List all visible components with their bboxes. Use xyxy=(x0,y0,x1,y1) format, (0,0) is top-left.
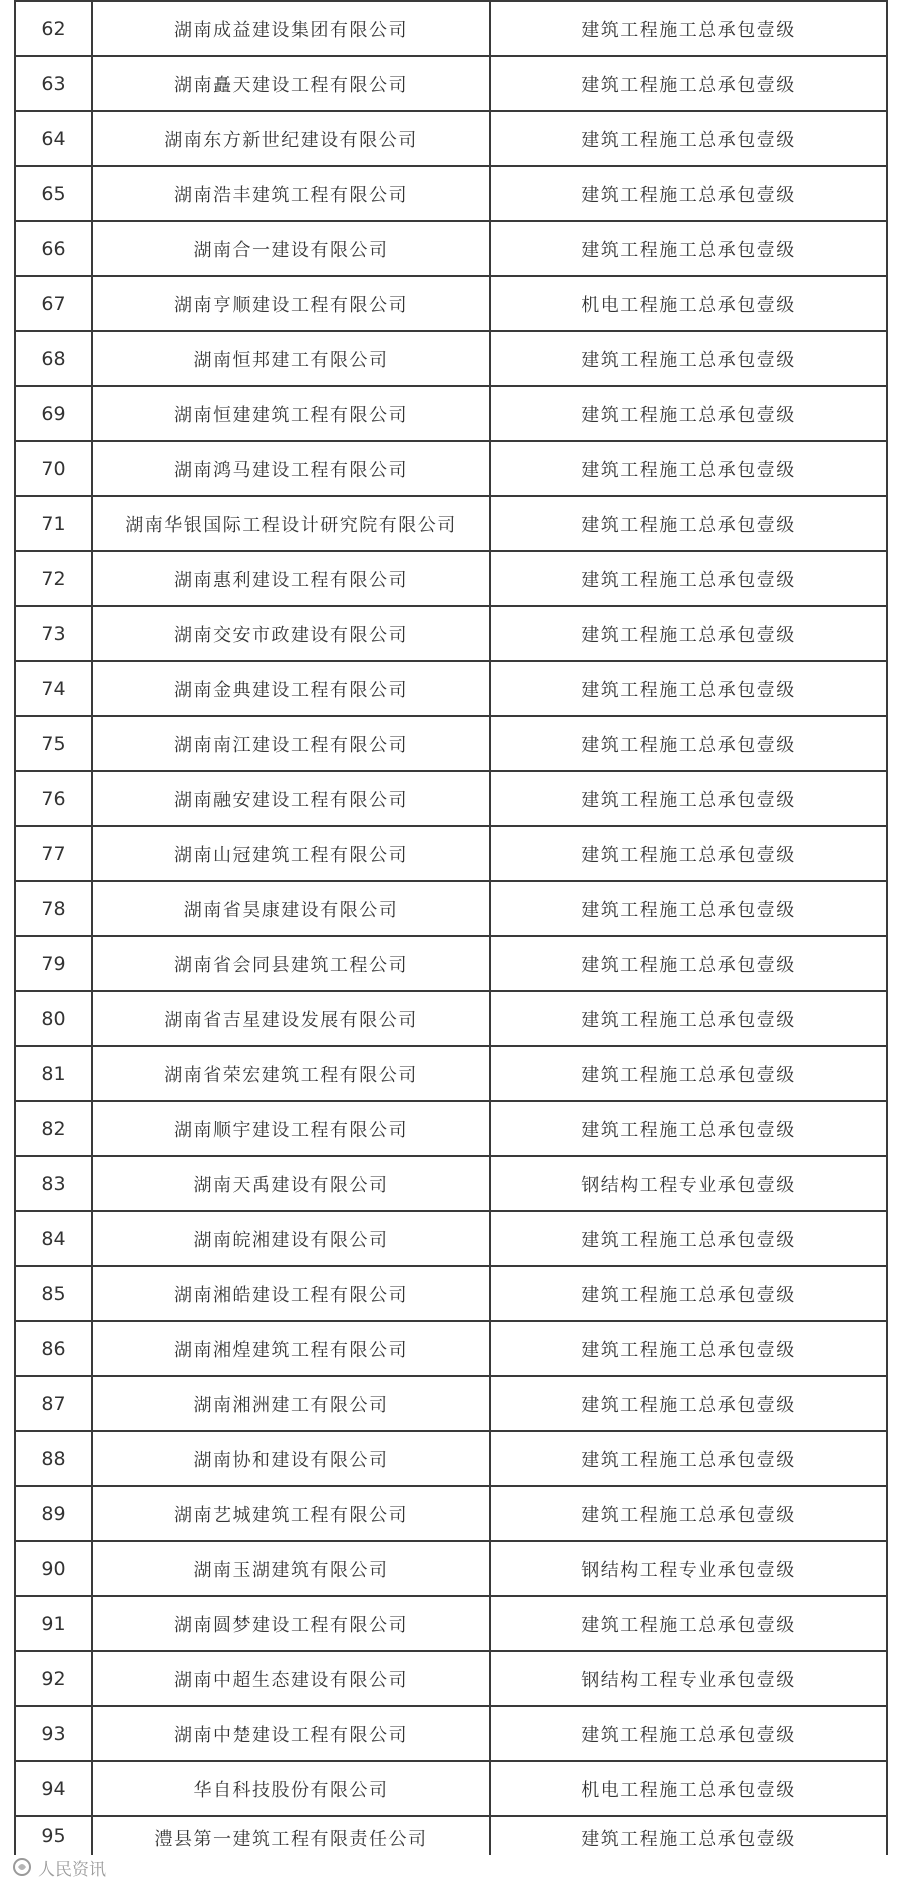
table-row xyxy=(15,166,887,221)
company-name-cell: 湖南皖湘建设有限公司 xyxy=(92,1211,490,1266)
table-row xyxy=(15,1156,887,1211)
company-name-cell: 湖南惠利建设工程有限公司 xyxy=(92,551,490,606)
company-name-cell: 湖南玉湖建筑有限公司 xyxy=(92,1541,490,1596)
table-row xyxy=(15,1486,887,1541)
row-number-cell: 80 xyxy=(15,991,92,1046)
table-row xyxy=(15,826,887,881)
row-number-cell: 81 xyxy=(15,1046,92,1101)
row-number-cell: 95 xyxy=(15,1816,92,1855)
table-body xyxy=(15,1,887,1855)
row-number-cell: 92 xyxy=(15,1651,92,1706)
table-row xyxy=(15,1706,887,1761)
table-row xyxy=(15,661,887,716)
qualification-cell: 建筑工程施工总承包壹级 xyxy=(490,496,887,551)
table-row xyxy=(15,936,887,991)
table-row xyxy=(15,441,887,496)
qualification-cell: 机电工程施工总承包壹级 xyxy=(490,1761,887,1816)
row-number-cell: 72 xyxy=(15,551,92,606)
table-row xyxy=(15,1376,887,1431)
company-name-cell: 湖南合一建设有限公司 xyxy=(92,221,490,276)
company-name-cell: 湖南中楚建设工程有限公司 xyxy=(92,1706,490,1761)
company-name-cell: 湖南协和建设有限公司 xyxy=(92,1431,490,1486)
qualification-cell: 建筑工程施工总承包壹级 xyxy=(490,716,887,771)
qualification-cell: 建筑工程施工总承包壹级 xyxy=(490,1816,887,1855)
row-number-cell: 89 xyxy=(15,1486,92,1541)
qualification-cell: 建筑工程施工总承包壹级 xyxy=(490,991,887,1046)
company-name-cell: 湖南华银国际工程设计研究院有限公司 xyxy=(92,496,490,551)
table-row xyxy=(15,1761,887,1816)
company-name-cell: 湖南金典建设工程有限公司 xyxy=(92,661,490,716)
row-number-cell: 76 xyxy=(15,771,92,826)
company-name-cell: 湖南成益建设集团有限公司 xyxy=(92,1,490,56)
row-number-cell: 94 xyxy=(15,1761,92,1816)
table-row xyxy=(15,771,887,826)
table-row xyxy=(15,716,887,771)
table-row xyxy=(15,386,887,441)
qualification-cell: 钢结构工程专业承包壹级 xyxy=(490,1156,887,1211)
row-number-cell: 62 xyxy=(15,1,92,56)
company-name-cell: 湖南省吉星建设发展有限公司 xyxy=(92,991,490,1046)
qualification-table xyxy=(14,0,888,1855)
row-number-cell: 78 xyxy=(15,881,92,936)
qualification-cell: 建筑工程施工总承包壹级 xyxy=(490,1211,887,1266)
row-number-cell: 64 xyxy=(15,111,92,166)
row-number-cell: 63 xyxy=(15,56,92,111)
row-number-cell: 84 xyxy=(15,1211,92,1266)
table-row xyxy=(15,1,887,56)
company-name-cell: 湖南恒建建筑工程有限公司 xyxy=(92,386,490,441)
row-number-cell: 86 xyxy=(15,1321,92,1376)
row-number-cell: 87 xyxy=(15,1376,92,1431)
company-name-cell: 湖南顺宇建设工程有限公司 xyxy=(92,1101,490,1156)
qualification-cell: 建筑工程施工总承包壹级 xyxy=(490,881,887,936)
table-row xyxy=(15,1211,887,1266)
table-row xyxy=(15,221,887,276)
table-row xyxy=(15,1431,887,1486)
row-number-cell: 68 xyxy=(15,331,92,386)
company-name-cell: 湖南矗天建设工程有限公司 xyxy=(92,56,490,111)
qualification-cell: 建筑工程施工总承包壹级 xyxy=(490,606,887,661)
qualification-cell: 建筑工程施工总承包壹级 xyxy=(490,1431,887,1486)
row-number-cell: 90 xyxy=(15,1541,92,1596)
row-number-cell: 73 xyxy=(15,606,92,661)
qualification-cell: 建筑工程施工总承包壹级 xyxy=(490,1376,887,1431)
qualification-cell: 钢结构工程专业承包壹级 xyxy=(490,1541,887,1596)
company-name-cell: 湖南圆梦建设工程有限公司 xyxy=(92,1596,490,1651)
table-row xyxy=(15,276,887,331)
row-number-cell: 74 xyxy=(15,661,92,716)
row-number-cell: 71 xyxy=(15,496,92,551)
company-name-cell: 湖南省会同县建筑工程公司 xyxy=(92,936,490,991)
table-row xyxy=(15,1541,887,1596)
table-row xyxy=(15,1266,887,1321)
company-name-cell: 华自科技股份有限公司 xyxy=(92,1761,490,1816)
row-number-cell: 67 xyxy=(15,276,92,331)
row-number-cell: 69 xyxy=(15,386,92,441)
table-row xyxy=(15,1816,887,1855)
company-name-cell: 湖南湘煌建筑工程有限公司 xyxy=(92,1321,490,1376)
row-number-cell: 70 xyxy=(15,441,92,496)
table-row xyxy=(15,1046,887,1101)
qualification-cell: 建筑工程施工总承包壹级 xyxy=(490,1596,887,1651)
watermark-logo-icon xyxy=(12,1857,32,1877)
row-number-cell: 77 xyxy=(15,826,92,881)
table-row xyxy=(15,56,887,111)
company-name-cell: 湖南浩丰建筑工程有限公司 xyxy=(92,166,490,221)
row-number-cell: 91 xyxy=(15,1596,92,1651)
row-number-cell: 93 xyxy=(15,1706,92,1761)
company-name-cell: 湖南南江建设工程有限公司 xyxy=(92,716,490,771)
company-name-cell: 湖南湘皓建设工程有限公司 xyxy=(92,1266,490,1321)
company-name-cell: 澧县第一建筑工程有限责任公司 xyxy=(92,1816,490,1855)
watermark-text: 人民资讯 xyxy=(38,1859,106,1880)
watermark xyxy=(8,1856,110,1878)
qualification-cell: 建筑工程施工总承包壹级 xyxy=(490,1046,887,1101)
qualification-cell: 建筑工程施工总承包壹级 xyxy=(490,56,887,111)
qualification-cell: 建筑工程施工总承包壹级 xyxy=(490,221,887,276)
company-name-cell: 湖南融安建设工程有限公司 xyxy=(92,771,490,826)
qualification-cell: 建筑工程施工总承包壹级 xyxy=(490,111,887,166)
company-name-cell: 湖南亨顺建设工程有限公司 xyxy=(92,276,490,331)
company-name-cell: 湖南东方新世纪建设有限公司 xyxy=(92,111,490,166)
qualification-cell: 建筑工程施工总承包壹级 xyxy=(490,386,887,441)
qualification-cell: 建筑工程施工总承包壹级 xyxy=(490,551,887,606)
qualification-cell: 建筑工程施工总承包壹级 xyxy=(490,1101,887,1156)
qualification-cell: 建筑工程施工总承包壹级 xyxy=(490,826,887,881)
qualification-cell: 建筑工程施工总承包壹级 xyxy=(490,441,887,496)
qualification-cell: 钢结构工程专业承包壹级 xyxy=(490,1651,887,1706)
qualification-cell: 建筑工程施工总承包壹级 xyxy=(490,661,887,716)
qualification-cell: 建筑工程施工总承包壹级 xyxy=(490,1321,887,1376)
qualification-cell: 建筑工程施工总承包壹级 xyxy=(490,331,887,386)
company-name-cell: 湖南湘洲建工有限公司 xyxy=(92,1376,490,1431)
company-name-cell: 湖南省昊康建设有限公司 xyxy=(92,881,490,936)
qualification-cell: 机电工程施工总承包壹级 xyxy=(490,276,887,331)
row-number-cell: 65 xyxy=(15,166,92,221)
qualification-cell: 建筑工程施工总承包壹级 xyxy=(490,166,887,221)
table-row xyxy=(15,881,887,936)
qualification-cell: 建筑工程施工总承包壹级 xyxy=(490,1,887,56)
row-number-cell: 82 xyxy=(15,1101,92,1156)
row-number-cell: 83 xyxy=(15,1156,92,1211)
company-name-cell: 湖南山冠建筑工程有限公司 xyxy=(92,826,490,881)
table-row xyxy=(15,111,887,166)
table-row xyxy=(15,331,887,386)
table-row xyxy=(15,1596,887,1651)
qualification-cell: 建筑工程施工总承包壹级 xyxy=(490,1266,887,1321)
row-number-cell: 88 xyxy=(15,1431,92,1486)
company-name-cell: 湖南天禹建设有限公司 xyxy=(92,1156,490,1211)
table-row xyxy=(15,991,887,1046)
qualification-cell: 建筑工程施工总承包壹级 xyxy=(490,936,887,991)
company-name-cell: 湖南艺城建筑工程有限公司 xyxy=(92,1486,490,1541)
table-row xyxy=(15,606,887,661)
qualification-cell: 建筑工程施工总承包壹级 xyxy=(490,1486,887,1541)
company-name-cell: 湖南交安市政建设有限公司 xyxy=(92,606,490,661)
table-row xyxy=(15,496,887,551)
table-row xyxy=(15,1101,887,1156)
company-name-cell: 湖南恒邦建工有限公司 xyxy=(92,331,490,386)
row-number-cell: 66 xyxy=(15,221,92,276)
table-row xyxy=(15,1651,887,1706)
qualification-cell: 建筑工程施工总承包壹级 xyxy=(490,771,887,826)
row-number-cell: 75 xyxy=(15,716,92,771)
table-row xyxy=(15,1321,887,1376)
company-name-cell: 湖南省荣宏建筑工程有限公司 xyxy=(92,1046,490,1101)
table-row xyxy=(15,551,887,606)
row-number-cell: 79 xyxy=(15,936,92,991)
company-name-cell: 湖南中超生态建设有限公司 xyxy=(92,1651,490,1706)
qualification-cell: 建筑工程施工总承包壹级 xyxy=(490,1706,887,1761)
company-name-cell: 湖南鸿马建设工程有限公司 xyxy=(92,441,490,496)
row-number-cell: 85 xyxy=(15,1266,92,1321)
